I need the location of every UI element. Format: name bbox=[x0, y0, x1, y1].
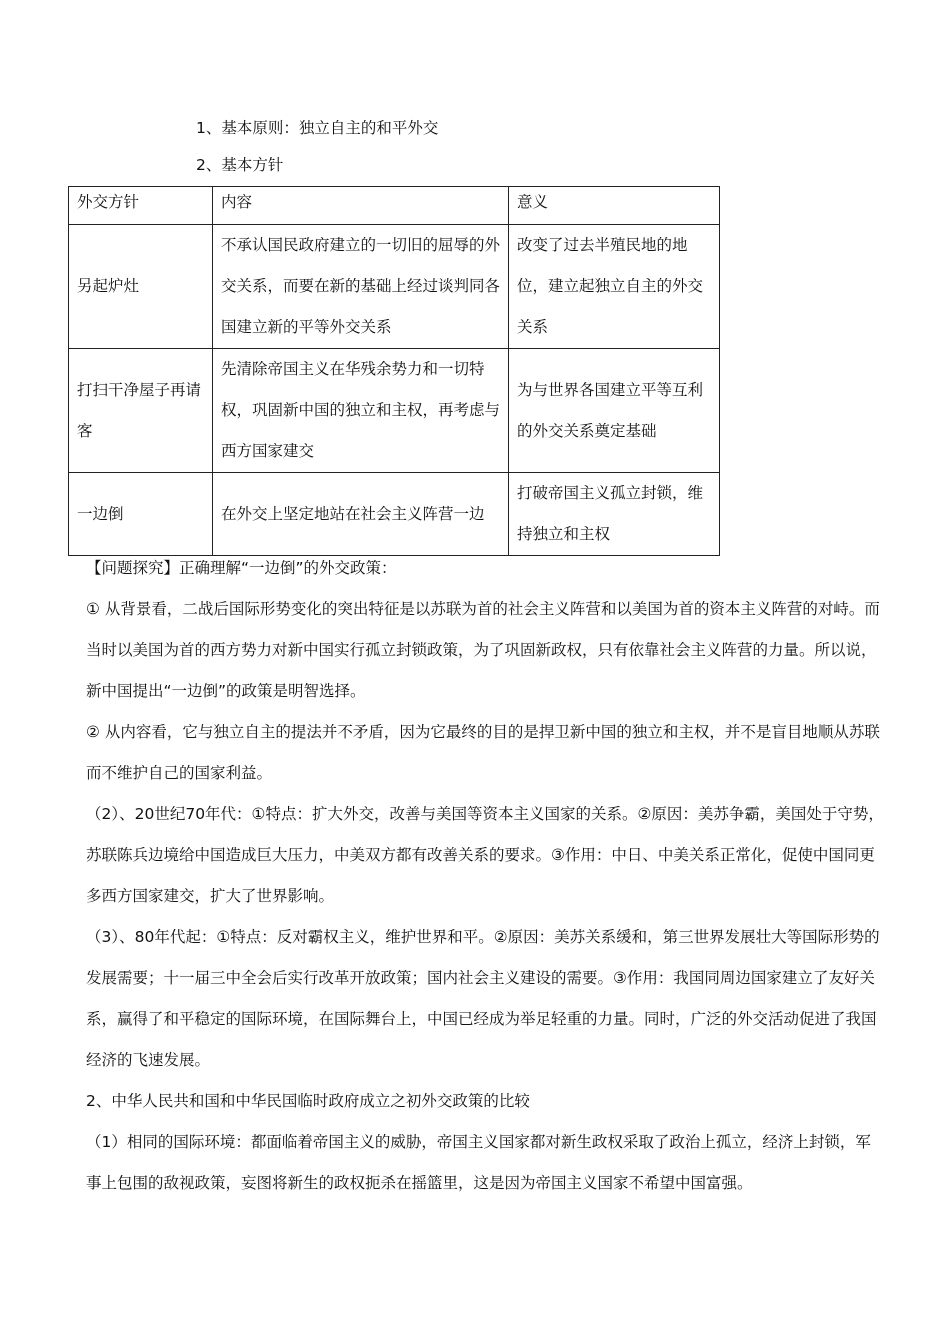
paragraph-environment: （1）相同的国际环境：都面临着帝国主义的威胁，帝国主义国家都对新生政权采取了政治上孤立，经济上封锁，军事上包围的敌视政策，妄图将新生的政权扼杀在摇篮里，这是因为帝国主义国家不希望中国富强。 bbox=[86, 1133, 871, 1192]
cell-content: 先清除帝国主义在华残余势力和一切特权，巩固新中国的独立和主权，再考虑与西方国家建交 bbox=[213, 349, 509, 473]
paragraph-content: ② 从内容看，它与独立自主的提法并不矛盾，因为它最终的目的是捍卫新中国的独立和主权，并不是盲目地顺从苏联而不维护自己的国家利益。 bbox=[86, 723, 880, 782]
cell-meaning: 打破帝国主义孤立封锁，维持独立和主权 bbox=[509, 473, 720, 556]
table-row bbox=[69, 349, 720, 473]
cell-meaning: 改变了过去半殖民地的地位，建立起独立自主的外交关系 bbox=[509, 225, 720, 349]
principle-item: 1、基本原则：独立自主的和平外交 bbox=[196, 119, 439, 137]
diplomatic-policy-table bbox=[68, 186, 720, 556]
cell-content: 不承认国民政府建立的一切旧的屈辱的外交关系，而要在新的基础上经过谈判同各国建立新的平等外交关系 bbox=[213, 225, 509, 349]
paragraph-1970s: （2）、20世纪70年代：①特点：扩大外交，改善与美国等资本主义国家的关系。②原因：美苏争霸，美国处于守势，苏联陈兵边境给中国造成巨大压力，中美双方都有改善关系的要求。③作用：中日、中美关系正常化，促使中国同更多西方国家建交，扩大了世界影响。 bbox=[86, 805, 884, 905]
cell-meaning: 为与世界各国建立平等互利的外交关系奠定基础 bbox=[509, 349, 720, 473]
cell-content: 在外交上坚定地站在社会主义阵营一边 bbox=[213, 473, 509, 556]
table-header-row bbox=[69, 187, 720, 225]
header-policy: 外交方针 bbox=[69, 187, 213, 225]
cell-policy: 另起炉灶 bbox=[69, 225, 213, 349]
inquiry-heading: 【问题探究】正确理解“一边倒”的外交政策： bbox=[86, 559, 397, 577]
cell-policy: 一边倒 bbox=[69, 473, 213, 556]
table-row bbox=[69, 473, 720, 556]
paragraph-background: ① 从背景看，二战后国际形势变化的突出特征是以苏联为首的社会主义阵营和以美国为首的资本主义阵营的对峙。而当时以美国为首的西方势力对新中国实行孤立封锁政策，为了巩固新政权，只有依靠社会主义阵营的力量。所以说，新中国提出“一边倒”的政策是明智选择。 bbox=[86, 600, 880, 700]
header-content: 内容 bbox=[213, 187, 509, 225]
policy-item-heading: 2、基本方针 bbox=[196, 156, 284, 174]
header-meaning: 意义 bbox=[509, 187, 720, 225]
cell-policy: 打扫干净屋子再请客 bbox=[69, 349, 213, 473]
comparison-heading: 2、中华人民共和国和中华民国临时政府成立之初外交政策的比较 bbox=[86, 1092, 530, 1110]
paragraph-1980s: （3）、80年代起：①特点：反对霸权主义，维护世界和平。②原因：美苏关系缓和，第三世界发展壮大等国际形势的发展需要；十一届三中全会后实行改革开放政策；国内社会主义建设的需要。③作用：我国同周边国家建立了友好关系，赢得了和平稳定的国际环境，在国际舞台上，中国已经成为举足轻重的力量。同时，广泛的外交活动促进了我国经济的飞速发展。 bbox=[86, 928, 880, 1069]
table-row bbox=[69, 225, 720, 349]
